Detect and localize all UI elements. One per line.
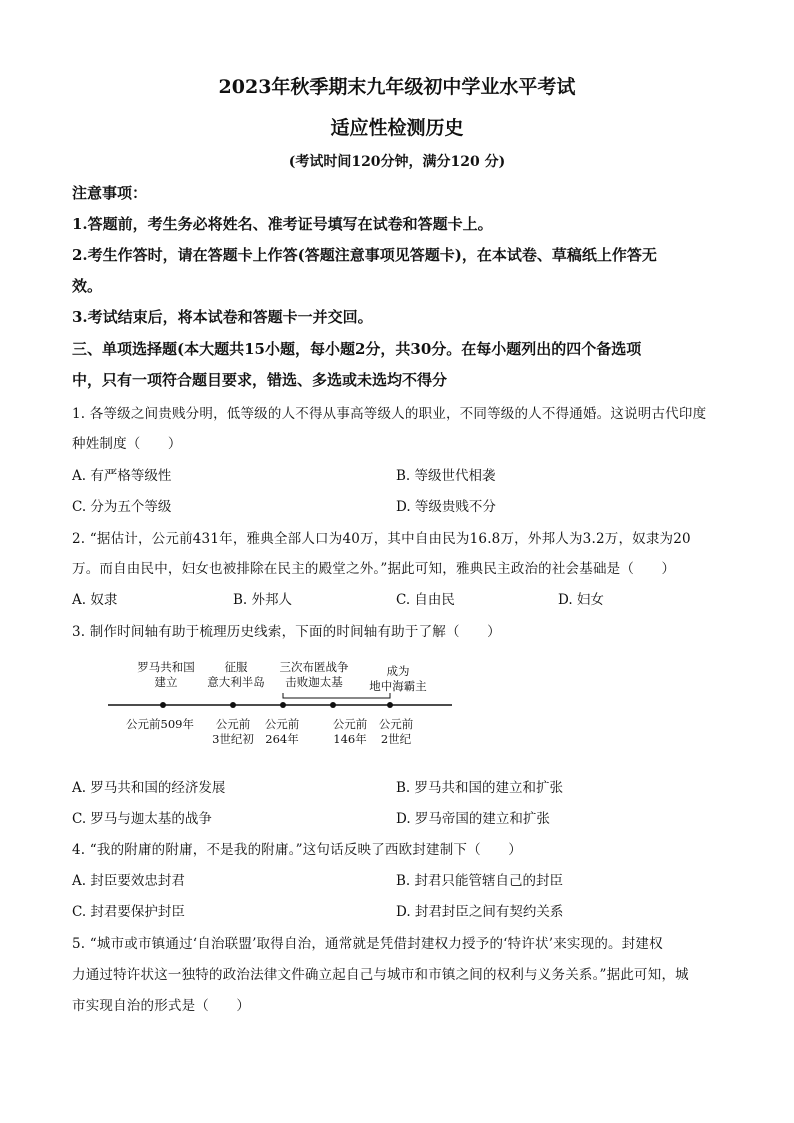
question-4-option-c: C. 封君要保护封臣 <box>72 904 185 920</box>
question-1-stem-cont: 种姓制度（ ） <box>72 436 182 452</box>
question-1-option-b: B. 等级世代相袭 <box>396 468 496 484</box>
question-2-option-d: D. 妇女 <box>558 592 604 608</box>
question-4-option-a: A. 封臣要效忠封君 <box>72 873 185 889</box>
timeline-point-1 <box>160 702 166 708</box>
question-4-stem: 4. “我的附庸的附庸，不是我的附庸。”这句话反映了西欧封建制下（ ） <box>72 842 522 858</box>
question-5-stem: 5. “城市或市镇通过‘自治联盟’取得自治，通常就是凭借封建权力授予的‘特许状’来实现的。封建权 <box>72 936 663 952</box>
notes-heading: 注意事项： <box>72 184 148 202</box>
timeline-event-1-line2: 建立 <box>154 675 178 689</box>
question-5-stem-cont: 力通过特许状这一独特的政治法律文件确立起自己与城市和市镇之间的权利与义务关系。”据此可知，城 <box>72 967 689 983</box>
timeline-date-2-line2: 3世纪初 <box>212 732 254 746</box>
question-3-stem: 3. 制作时间轴有助于梳理历史线索，下面的时间轴有助于了解（ ） <box>72 624 501 640</box>
section-heading-cont: 中，只有一项符合题目要求，错选、多选或未选均不得分 <box>72 371 448 389</box>
timeline-event-2-line1: 征服 <box>224 660 248 674</box>
timeline-event-3-line1: 三次布匿战争 <box>279 660 349 674</box>
timeline-event-3-line2: 击败迦太基 <box>285 675 343 689</box>
note-item-1: 1.答题前，考生务必将姓名、准考证号填写在试卷和答题卡上。 <box>72 215 493 233</box>
question-2-option-a: A. 奴隶 <box>72 592 118 608</box>
question-3-option-d: D. 罗马帝国的建立和扩张 <box>396 811 550 827</box>
question-4-option-d: D. 封君封臣之间有契约关系 <box>396 904 564 920</box>
exam-title: 2023年秋季期末九年级初中学业水平考试 <box>218 76 576 98</box>
timeline-date-3-line2: 264年 <box>265 732 299 746</box>
timeline-date-4-line2: 146年 <box>333 732 367 746</box>
timeline-date-5-line2: 2世纪 <box>380 732 412 746</box>
timeline-point-5 <box>387 702 393 708</box>
question-3-option-b: B. 罗马共和国的建立和扩张 <box>396 780 564 796</box>
timeline-point-4 <box>330 702 336 708</box>
timeline-date-3-line1: 公元前 <box>264 717 300 731</box>
question-4-option-b: B. 封君只能管辖自己的封臣 <box>396 873 564 889</box>
exam-info: (考试时间120分钟，满分120 分) <box>288 154 506 170</box>
question-3-option-a: A. 罗马共和国的经济发展 <box>72 780 226 796</box>
timeline-date-4-line1: 公元前 <box>332 717 368 731</box>
question-3-option-c: C. 罗马与迦太基的战争 <box>72 811 212 827</box>
note-item-2-cont: 效。 <box>72 277 103 295</box>
timeline-event-1-line1: 罗马共和国 <box>137 660 195 674</box>
timeline-event-4-line1: 成为 <box>386 664 410 678</box>
question-2-option-b: B. 外邦人 <box>233 592 293 608</box>
timeline-point-3 <box>280 702 286 708</box>
exam-subject-title: 适应性检测历史 <box>330 117 464 139</box>
section-heading: 三、单项选择题(本大题共15小题，每小题2分，共30分。在每小题列出的四个备选项 <box>72 340 642 358</box>
timeline-event-4-line2: 地中海霸主 <box>369 679 427 693</box>
question-1-option-c: C. 分为五个等级 <box>72 499 172 515</box>
question-5-stem-cont-2: 市实现自治的形式是（ ） <box>72 998 251 1014</box>
note-item-3: 3.考试结束后，将本试卷和答题卡一并交回。 <box>72 308 373 326</box>
timeline-date-2-line1: 公元前 <box>215 717 251 731</box>
timeline-point-2 <box>230 702 236 708</box>
timeline-period-bracket <box>283 693 390 698</box>
question-1-option-a: A. 有严格等级性 <box>72 468 172 484</box>
timeline-date-1: 公元前509年 <box>126 717 194 731</box>
question-1-stem: 1. 各等级之间贵贱分明，低等级的人不得从事高等级人的职业，不同等级的人不得通婚。这说明古代印度 <box>72 406 707 422</box>
roman-timeline-figure <box>100 655 460 755</box>
note-item-2: 2.考生作答时，请在答题卡上作答(答题注意事项见答题卡)，在本试卷、草稿纸上作答无 <box>72 246 657 264</box>
question-2-stem-cont: 万。而自由民中，妇女也被排除在民主的殿堂之外。”据此可知，雅典民主政治的社会基础是（ ） <box>72 561 676 577</box>
question-2-option-c: C. 自由民 <box>396 592 455 608</box>
timeline-date-5-line1: 公元前 <box>378 717 414 731</box>
question-2-stem: 2. “据估计，公元前431年，雅典全部人口为40万，其中自由民为16.8万，外邦人为3.2万，奴隶为20 <box>72 531 691 547</box>
timeline-event-2-line2: 意大利半岛 <box>207 675 265 689</box>
question-1-option-d: D. 等级贵贱不分 <box>396 499 496 515</box>
